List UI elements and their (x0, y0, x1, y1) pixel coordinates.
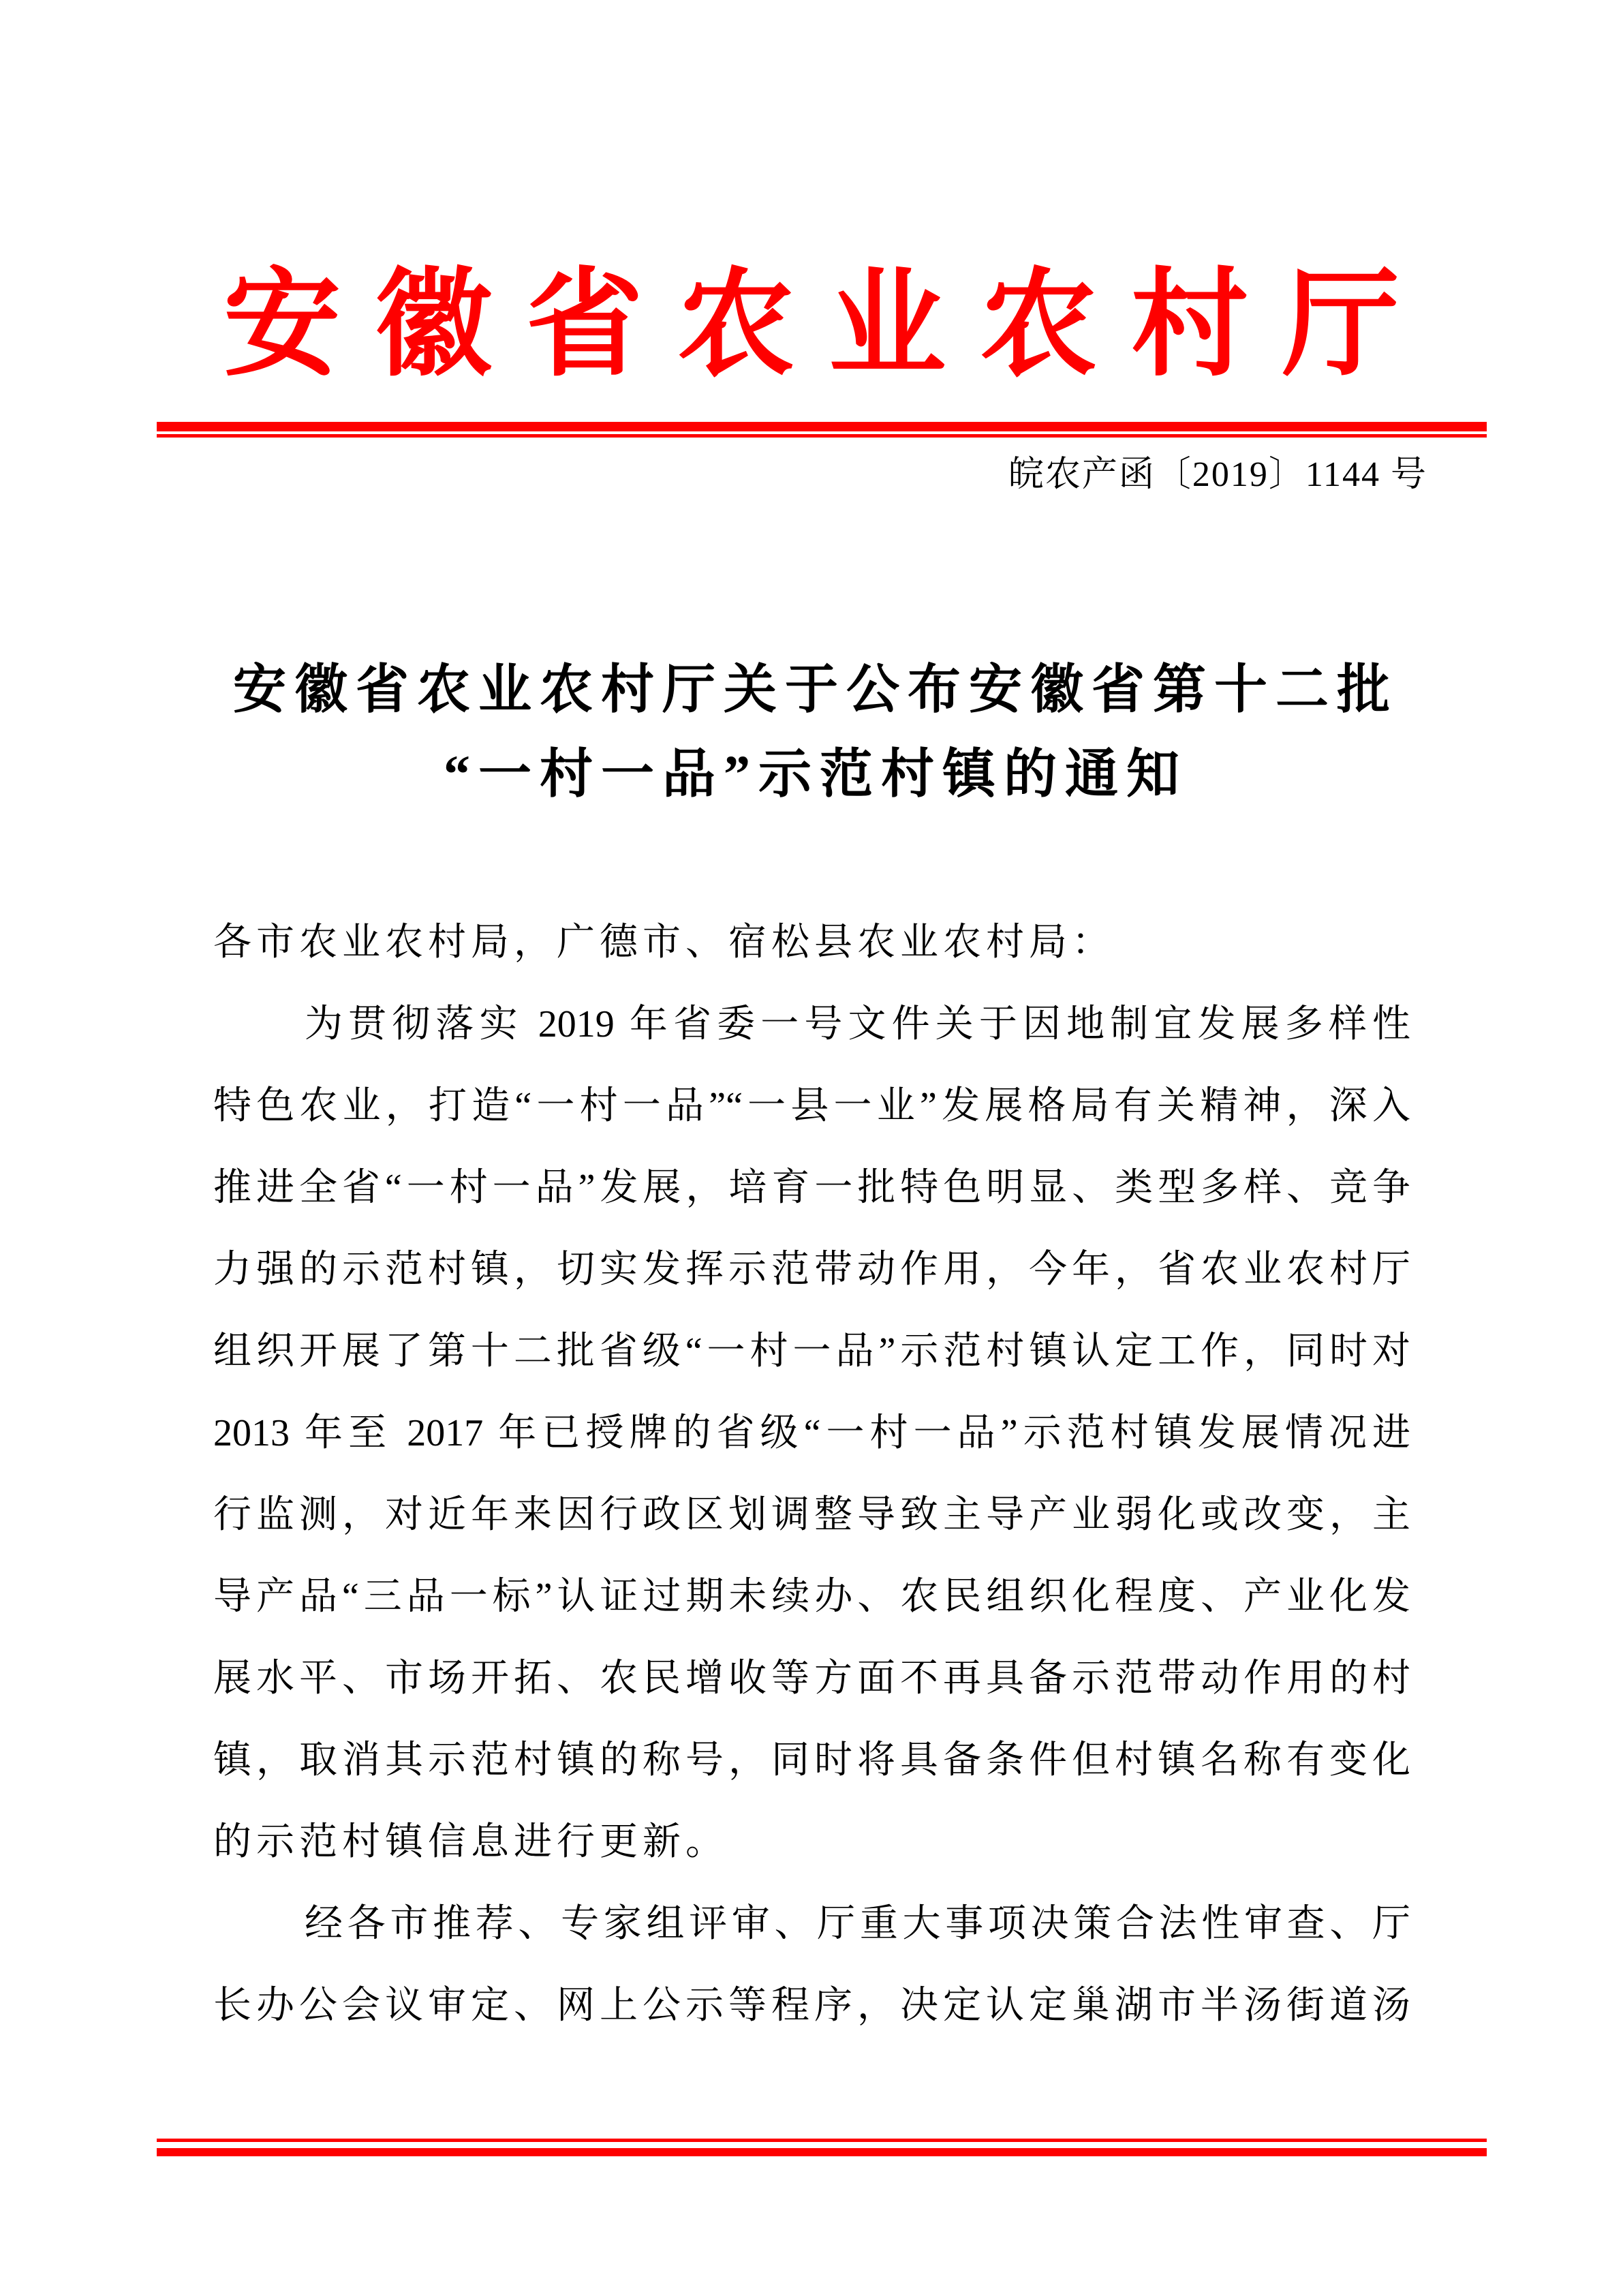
body-line: 推进全省“一村一品”发展，培育一批特色明显、类型多样、竞争 (213, 1167, 1410, 1209)
body-line: 导产品“三品一标”认证过期未续办、农民组织化程度、产业化发 (213, 1576, 1410, 1618)
header-divider-thin (157, 434, 1487, 438)
header-divider-thick (157, 422, 1487, 431)
document-title (0, 647, 1623, 816)
body-line-salutation: 各市农业农村局，广德市、宿松县农业农村局： (213, 921, 1115, 964)
body-line: 展水平、市场开拓、农民增收等方面不再具备示范带动作用的村 (213, 1657, 1410, 1700)
body-line: 2013 年至 2017 年已授牌的省级“一村一品”示范村镇发展情况进 (213, 1412, 1410, 1454)
agency-name: 安徽省农业农村厅 (223, 261, 1434, 391)
body-line: 力强的示范村镇，切实发挥示范带动作用，今年，省农业农村厅 (213, 1249, 1410, 1291)
document-body (213, 902, 1410, 2047)
body-line: 长办公会议审定、网上公示等程序，决定认定巢湖市半汤街道汤 (213, 1985, 1410, 2027)
body-line: 特色农业，打造“一村一品”“一县一业”发展格局有关精神，深入 (213, 1085, 1410, 1127)
body-line: 组织开展了第十二批省级“一村一品”示范村镇认定工作，同时对 (213, 1330, 1410, 1373)
footer-divider-thin (157, 2139, 1487, 2142)
body-line: 经各市推荐、专家组评审、厅重大事项决策合法性审查、厅 (305, 1903, 1410, 1945)
footer-divider-thick (157, 2148, 1487, 2156)
title-line-2: “一村一品”示范村镇的通知 (443, 744, 1188, 803)
doc-number: 皖农产函〔2019〕1144 号 (1008, 455, 1427, 494)
body-line: 行监测，对近年来因行政区划调整导致主导产业弱化或改变，主 (213, 1494, 1410, 1536)
body-line: 为贯彻落实 2019 年省委一号文件关于因地制宜发展多样性 (305, 1003, 1410, 1045)
body-line-paragraph-end: 的示范村镇信息进行更新。 (213, 1821, 728, 1863)
body-line: 镇，取消其示范村镇的称号，同时将具备条件但村镇名称有变化 (213, 1739, 1410, 1781)
title-line-1: 安徽省农业农村厅关于公布安徽省第十二批 (232, 660, 1398, 719)
